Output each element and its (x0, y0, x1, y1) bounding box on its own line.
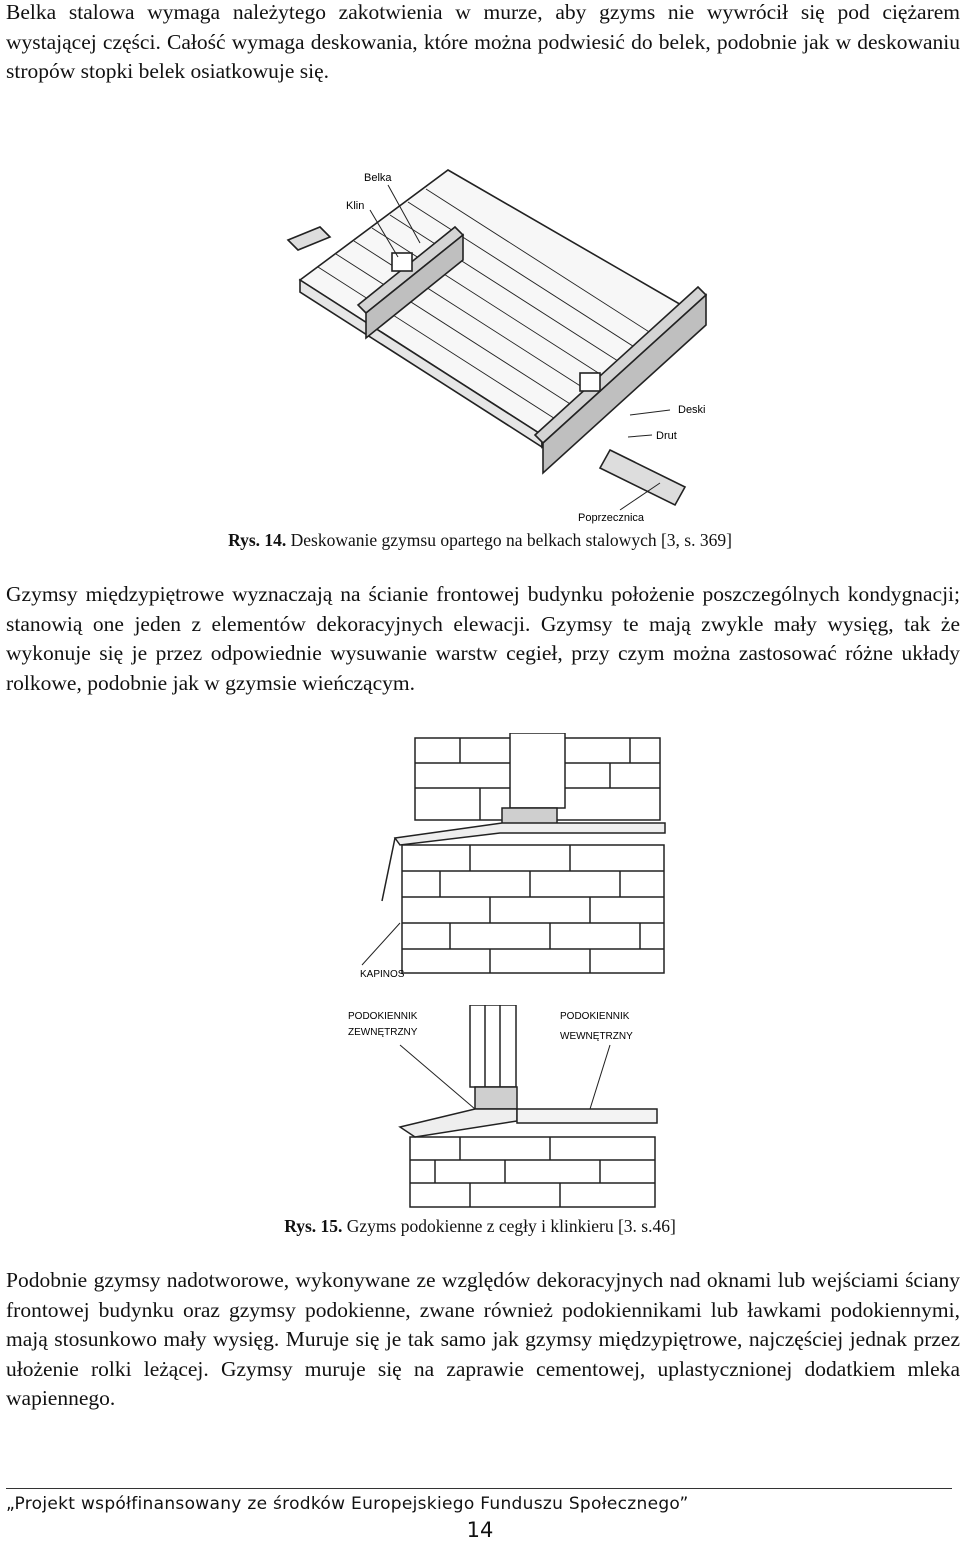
label-podokiennik-zewn-2: ZEWNĘTRZNY (348, 1027, 418, 1038)
figure-sill-section-top (340, 733, 670, 983)
footer-funding-note: „Projekt współfinansowany ze środków Europejskiego Funduszu Społecznego” (6, 1494, 689, 1514)
paragraph-window-cornices: Podobnie gzymsy nadotworowe, wykonywane ze względów dekoracyjnych nad oknami lub wejściami ściany frontowej budynku oraz gzymsy podokienne, zwane również podokiennikami lub ławkami podokiennymi, mają stosunkowo mały wysięg. Muruje się je tak samo jak gzymsy międzypiętrowe, najczęściej jednak przez ułożenie rolki leżącej. Gzymsy muruje się na zaprawie cementowej, uplastycznionej dodatkiem mleka wapiennego. (6, 1268, 960, 1410)
label-belka: Belka (364, 172, 392, 184)
figure1-caption-number: Rys. 14. (228, 530, 287, 550)
label-podokiennik-wewn-1: PODOKIENNIK (560, 1011, 630, 1022)
paragraph-intro: Belka stalowa wymaga należytego zakotwienia w murze, aby gzyms nie wywrócił się pod ciężarem wystającej części. Całość wymaga deskowania, które można podwiesić do belek, podobnie jak w deskowaniu stropów stopki belek osiatkowuje się. (6, 0, 960, 83)
label-klin: Klin (346, 200, 365, 212)
figure2-caption-number: Rys. 15. (284, 1216, 343, 1236)
label-podokiennik-zewn-1: PODOKIENNIK (348, 1011, 418, 1022)
label-deski: Deski (678, 404, 706, 416)
figure1-caption (0, 530, 960, 551)
label-drut: Drut (656, 430, 677, 442)
figure2-caption-text: Gzyms podokienne z cegły i klinkieru [3. s.46] (346, 1216, 676, 1236)
label-poprzecznica: Poprzecznica (578, 512, 645, 524)
label-kapinos: KAPINOS (360, 969, 405, 980)
paragraph-intermediate-cornices: Gzymsy międzypiętrowe wyznaczają na ścianie frontowej budynku położenie poszczególnych kondygnacji; stanowią one jeden z elementów dekoracyjnych elewacji. Gzymsy te mają zwykle mały wysięg, tak że wykonuje się je przez odpowiednie wysuwanie warstw cegieł, przy czym można zastosować różne układy rolkowe, podobnie jak w gzymsie wieńczącym. (6, 582, 960, 695)
figure-formwork-illustration (280, 165, 720, 530)
footer-divider (6, 1488, 952, 1489)
page-number: 14 (466, 1518, 494, 1542)
figure-sill-section-bottom (340, 1005, 670, 1210)
figure1-caption-text: Deskowanie gzymsu opartego na belkach stalowych [3, s. 369] (290, 530, 732, 550)
figure2-caption (0, 1216, 960, 1237)
label-podokiennik-wewn-2: WEWNĘTRZNY (560, 1031, 633, 1042)
